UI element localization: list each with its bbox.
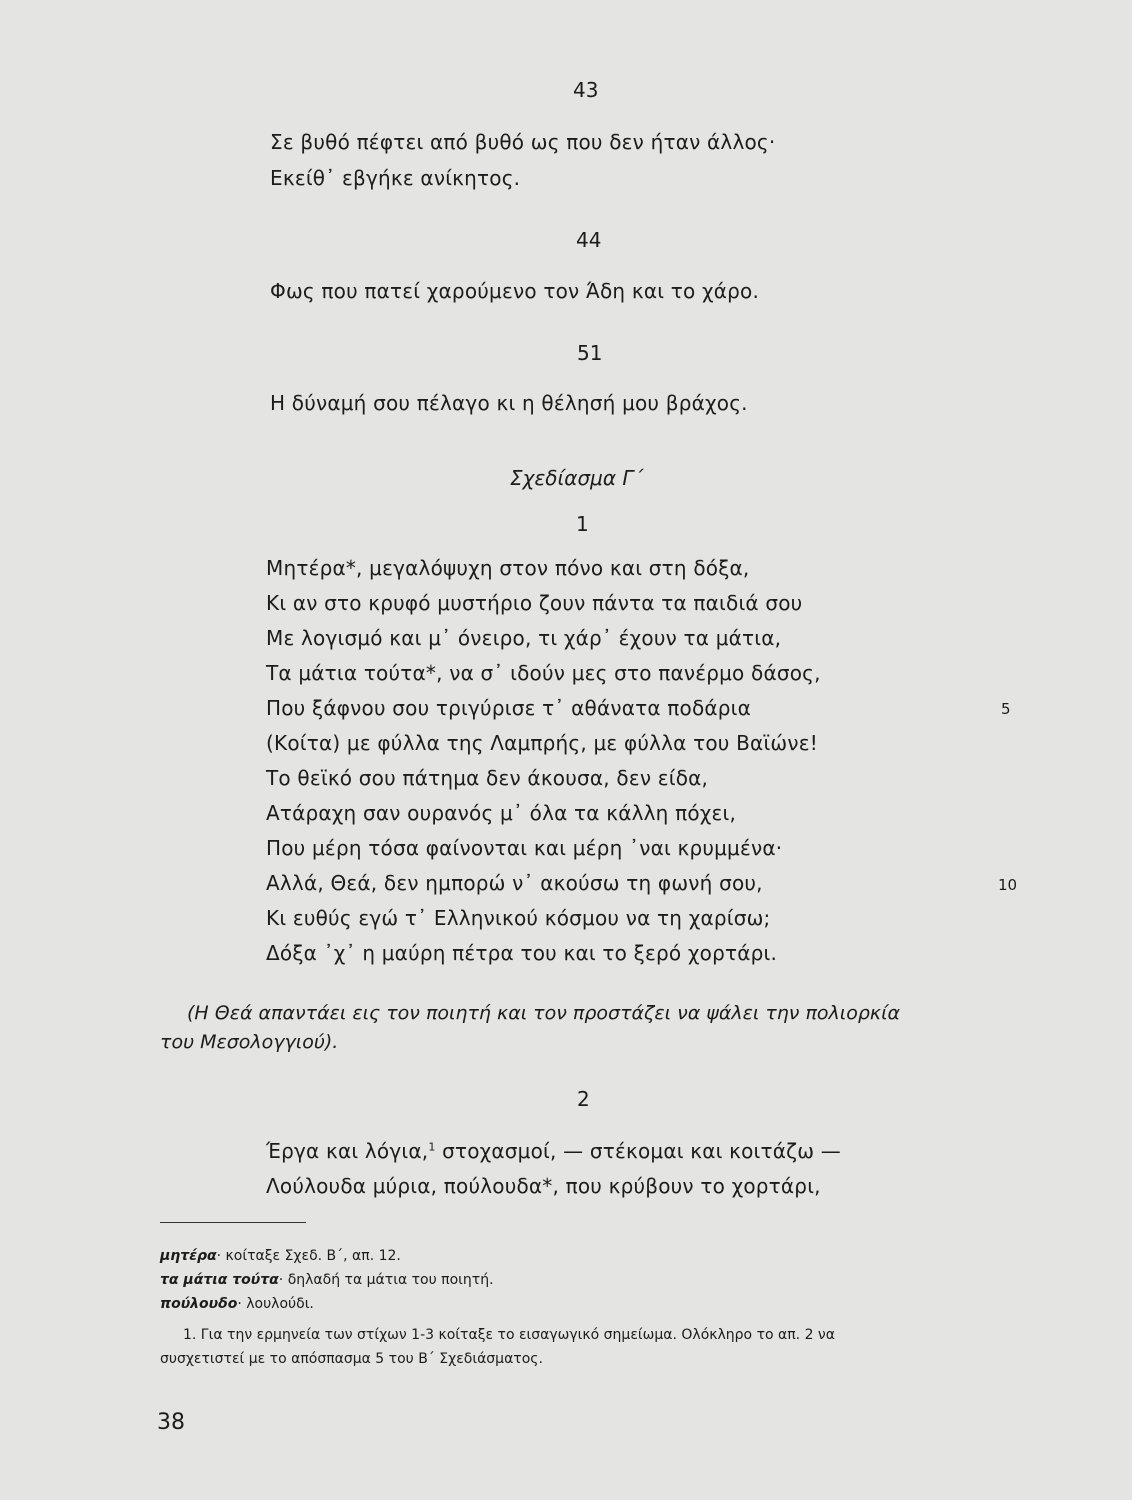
gloss-entry	[160, 1296, 314, 1312]
verse-line: Κι αν στο κρυφό μυστήριο ζουν πάντα τα παιδιά σου	[266, 591, 803, 615]
verse-line: Δόξα ᾽χ᾽ η μαύρη πέτρα του και το ξερό χορτάρι.	[266, 941, 778, 965]
verse-line: Ατάραχη σαν ουρανός μ᾽ όλα τα κάλλη πόχει,	[266, 801, 737, 825]
verse-line: Εκείθ᾽ εβγήκε ανίκητος.	[270, 166, 521, 190]
gloss-entry	[160, 1248, 401, 1264]
footnote-marker: 1	[428, 1140, 436, 1154]
gloss-term: τα μάτια τούτα	[160, 1272, 279, 1288]
verse-line: Η δύναμή σου πέλαγο κι η θέλησή μου βράχος.	[270, 391, 748, 415]
verse-line	[266, 1139, 841, 1163]
part-number: 1	[576, 512, 589, 536]
verse-line: Που μέρη τόσα φαίνονται και μέρη ᾽ναι κρυμμένα·	[266, 836, 783, 860]
gloss-term: μητέρα	[160, 1248, 217, 1264]
part-number: 2	[577, 1087, 590, 1111]
verse-line: (Κοίτα) με φύλλα της Λαμπρής, με φύλλα του Βαϊώνε!	[266, 731, 818, 755]
verse-line: Μητέρα*, μεγαλόψυχη στον πόνο και στη δόξα,	[266, 556, 750, 580]
line-number: 5	[1001, 700, 1011, 718]
gloss-entry	[160, 1272, 494, 1288]
stage-note: (Η Θεά απαντάει εις τον ποιητή και τον προστάζει να ψάλει την πολιορκία	[187, 1002, 901, 1024]
gloss-text: · δηλαδή τα μάτια του ποιητή.	[278, 1272, 494, 1288]
verse-line: Σε βυθό πέφτει από βυθό ως που δεν ήταν άλλος·	[270, 130, 776, 154]
verse-line: Τα μάτια τούτα*, να σ᾽ ιδούν μες στο πανέρμο δάσος,	[266, 661, 821, 685]
verse-line: Φως που πατεί χαρούμενο τον Άδη και το χάρο.	[270, 279, 760, 303]
verse-line: Αλλά, Θεά, δεν ημπορώ ν᾽ ακούσω τη φωνή σου,	[266, 871, 763, 895]
gloss-term: πούλουδο	[160, 1296, 238, 1312]
sketch-title: Σχεδίασμα Γ΄	[510, 466, 644, 490]
verse-line: Το θεϊκό σου πάτημα δεν άκουσα, δεν είδα,	[266, 766, 709, 790]
verse-line: Λούλουδα μύρια, πούλουδα*, που κρύβουν το χορτάρι,	[266, 1174, 821, 1198]
verse-line: Που ξάφνου σου τριγύρισε τ᾽ αθάνατα ποδάρια	[266, 696, 752, 720]
gloss-text: · κοίταξε Σχεδ. Β΄, απ. 12.	[216, 1248, 401, 1264]
section-number: 43	[573, 78, 599, 102]
footnote-text: 1. Για την ερμηνεία των στίχων 1-3 κοίταξε το εισαγωγικό σημείωμα. Ολόκληρο το απ. 2 να	[183, 1327, 835, 1343]
stage-note: του Μεσολογγιού).	[160, 1031, 339, 1053]
verse-line: Με λογισμό και μ᾽ όνειρο, τι χάρ᾽ έχουν τα μάτια,	[266, 626, 782, 650]
page-number: 38	[157, 1410, 185, 1435]
footnote-divider	[160, 1222, 306, 1223]
gloss-text: · λουλούδι.	[237, 1296, 314, 1312]
footnote-text: συσχετιστεί με το απόσπασμα 5 του Β΄ Σχεδιάσματος.	[160, 1351, 543, 1367]
section-number: 51	[577, 341, 603, 365]
line-number: 10	[998, 876, 1018, 894]
verse-text: στοχασμοί, — στέκομαι και κοιτάζω —	[435, 1139, 841, 1163]
verse-line: Κι ευθύς εγώ τ᾽ Ελληνικού κόσμου να τη χαρίσω;	[266, 906, 771, 930]
section-number: 44	[576, 228, 602, 252]
verse-text: Έργα και λόγια,	[266, 1139, 429, 1163]
